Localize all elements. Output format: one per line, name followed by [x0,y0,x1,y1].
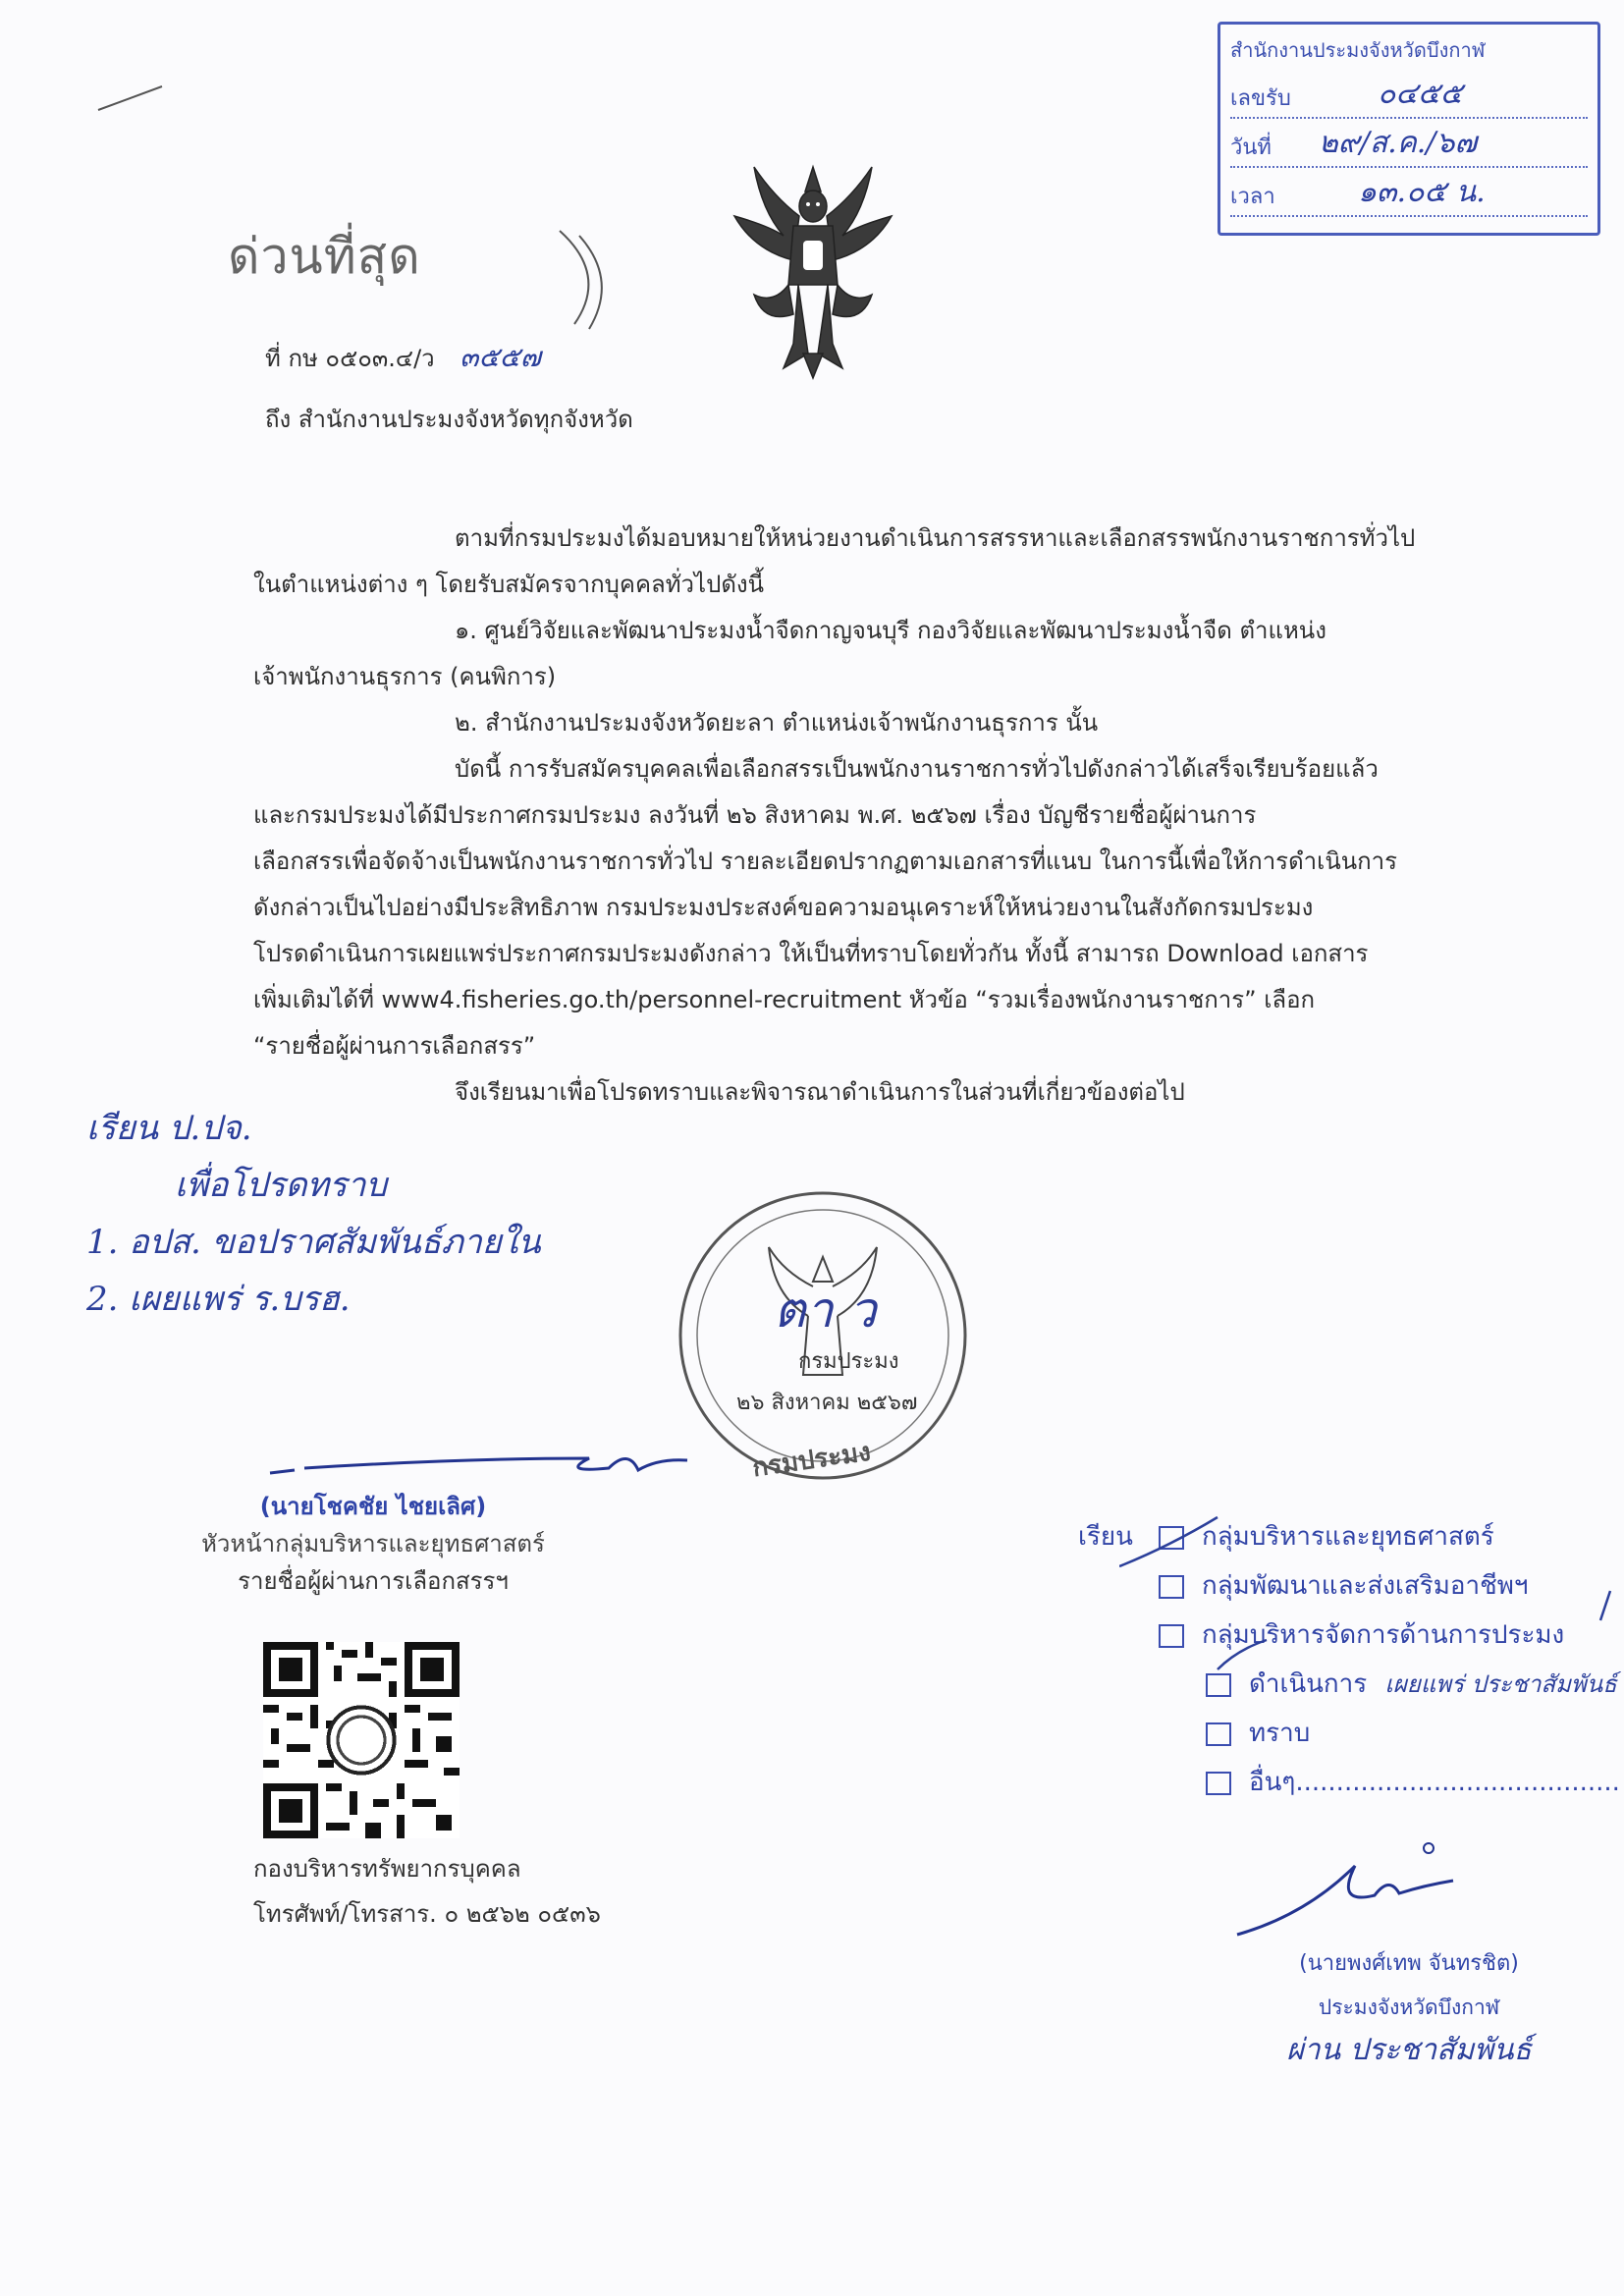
urgency-label: ด่วนที่สุด [228,228,421,285]
body-line: ตามที่กรมประมงได้มอบหมายให้หน่วยงานดำเนินการสรรหาและเลือกสรรพนักงานราชการทั่วไป [455,524,1416,552]
handwritten-line: เรียน ป.ปจ. [86,1109,252,1148]
body-line: ในตำแหน่งต่าง ๆ โดยรับสมัครจากบุคคลทั่วไปดังนี้ [253,571,765,598]
approver-name: (นายพงศ์เทพ จันทรชิต) [1299,1951,1519,1976]
approver-signature [1227,1836,1483,1944]
garuda-emblem-icon [715,157,911,383]
signer-name: (นายโชคชัย ไชยเลิศ) [259,1493,487,1520]
routing-checkbox[interactable] [1206,1772,1231,1795]
receipt-stamp [1218,22,1600,236]
handwritten-line: 2. เผยแพร่ ร.บรฮ. [86,1280,351,1319]
routing-item: กลุ่มบริหารจัดการด้านการประมง [1202,1620,1565,1650]
pen-mark [550,226,628,334]
approver-position: ประมงจังหวัดบึงกาฬ [1318,1995,1500,2019]
stamp-agency: สำนักงานประมงจังหวัดบึงกาฬ [1230,38,1486,62]
body-line: เจ้าพนักงานธุรการ (คนพิการ) [253,663,557,690]
body-line: ๑. ศูนย์วิจัยและพัฒนาประมงน้ำจืดกาญจนบุรี กองวิจัยและพัฒนาประมงน้ำจืด ตำแหน่ง [455,617,1326,644]
routing-item: กลุ่มพัฒนาและส่งเสริมอาชีพฯ [1202,1571,1529,1601]
body-line: “รายชื่อผู้ผ่านการเลือกสรร” [253,1032,536,1060]
handwritten-line: 1. อปส. ขอปราศสัมพันธ์ภายใน [86,1223,541,1262]
reference-label: ที่ กษ ๐๕๐๓.๔/ว [265,345,435,372]
routing-subitem: อื่นๆ........................................ [1249,1768,1620,1797]
letter-body [253,516,1461,1116]
seal-org: กรมประมง [798,1349,899,1374]
signer-block [128,1488,619,1600]
body-line: บัดนี้ การรับสมัครบุคคลเพื่อเลือกสรรเป็นพนักงานราชการทั่วไปดังกล่าวได้เสร็จเรียบร้อยแล้ว [455,755,1379,783]
body-line: เลือกสรรเพื่อจัดจ้างเป็นพนักงานราชการทั่วไป รายละเอียดปรากฏตามเอกสารที่แนบ ในการนี้เพื่อให้การดำเนินการ [253,847,1398,875]
stamp-no-value: ๐๔๕๕ [1378,77,1463,111]
pen-mark [93,79,172,118]
contact-block [253,1846,601,1937]
body-line: และกรมประมงได้มีประกาศกรมประมง ลงวันที่ ๒๖ สิงหาคม พ.ศ. ๒๕๖๗ เรื่อง บัญชีรายชื่อผู้ผ่านการ [253,801,1257,829]
routing-checkbox[interactable] [1206,1722,1231,1746]
stamp-time-value: ๑๓.๐๕ น. [1358,175,1486,209]
handwritten-instructions [86,1100,541,1328]
body-line: โปรดดำเนินการเผยแพร่ประกาศกรมประมงดังกล่าว ให้เป็นที่ทราบโดยทั่วกัน ทั้งนี้ สามารถ Download เอกสาร [253,940,1369,967]
attachment-label: รายชื่อผู้ผ่านการเลือกสรรฯ [238,1567,509,1595]
routing-subitem: ทราบ [1249,1719,1311,1748]
stamp-time-label: เวลา [1230,185,1275,209]
stamp-no-label: เลขรับ [1230,86,1291,111]
seal-date: ๒๖ สิงหาคม ๒๕๖๗ [736,1391,918,1415]
routing-pen-marks [1119,1503,1624,1679]
approver-block [1267,1942,1551,2072]
body-line: ดังกล่าวเป็นไปอย่างมีประสิทธิภาพ กรมประมงประสงค์ขอความอนุเคราะห์ให้หน่วยงานในสังกัดกรมประมง [253,894,1314,921]
seal-signature: ตา ว [774,1282,877,1339]
routing-prefix: เรียน [1078,1522,1133,1552]
department-seal [676,1188,970,1483]
stamp-date-label: วันที่ [1230,136,1272,160]
signer-signature [265,1429,697,1488]
body-line: เพิ่มเติมได้ที่ www4.fisheries.go.th/personnel-recruitment หัวข้อ “รวมเรื่องพนักงานราชการ” เลือก [253,986,1316,1013]
addressee: ถึง สำนักงานประมงจังหวัดทุกจังหวัด [265,406,633,433]
handwritten-line: เพื่อโปรดทราบ [175,1166,387,1205]
routing-item: กลุ่มบริหารและยุทธศาสตร์ [1202,1522,1494,1552]
approver-note: ผ่าน ประชาสัมพันธ์ [1286,2033,1532,2067]
reference-handwritten-number: ๓๕๕๗ [460,341,541,373]
contact-division: กองบริหารทรัพยากรบุคคล [253,1855,521,1883]
routing-subitem: ดำเนินการ [1249,1669,1368,1699]
seal-ring-text: กรมประมง [750,1437,873,1484]
reference-number [265,334,541,382]
stamp-date-value: ๒๙/ส.ค./๖๗ [1319,126,1478,160]
closing-line: จึงเรียนมาเพื่อโปรดทราบและพิจารณาดำเนินการในส่วนที่เกี่ยวข้องต่อไป [455,1078,1185,1106]
routing-action-note: เผยแพร่ ประชาสัมพันธ์ [1384,1670,1617,1698]
qr-code-icon [263,1642,460,1838]
contact-phone: โทรศัพท์/โทรสาร. ๐ ๒๕๖๒ ๐๕๓๖ [253,1900,601,1928]
body-line: ๒. สำนักงานประมงจังหวัดยะลา ตำแหน่งเจ้าพนักงานธุรการ นั้น [455,709,1099,737]
signer-position: หัวหน้ากลุ่มบริหารและยุทธศาสตร์ [201,1530,545,1558]
